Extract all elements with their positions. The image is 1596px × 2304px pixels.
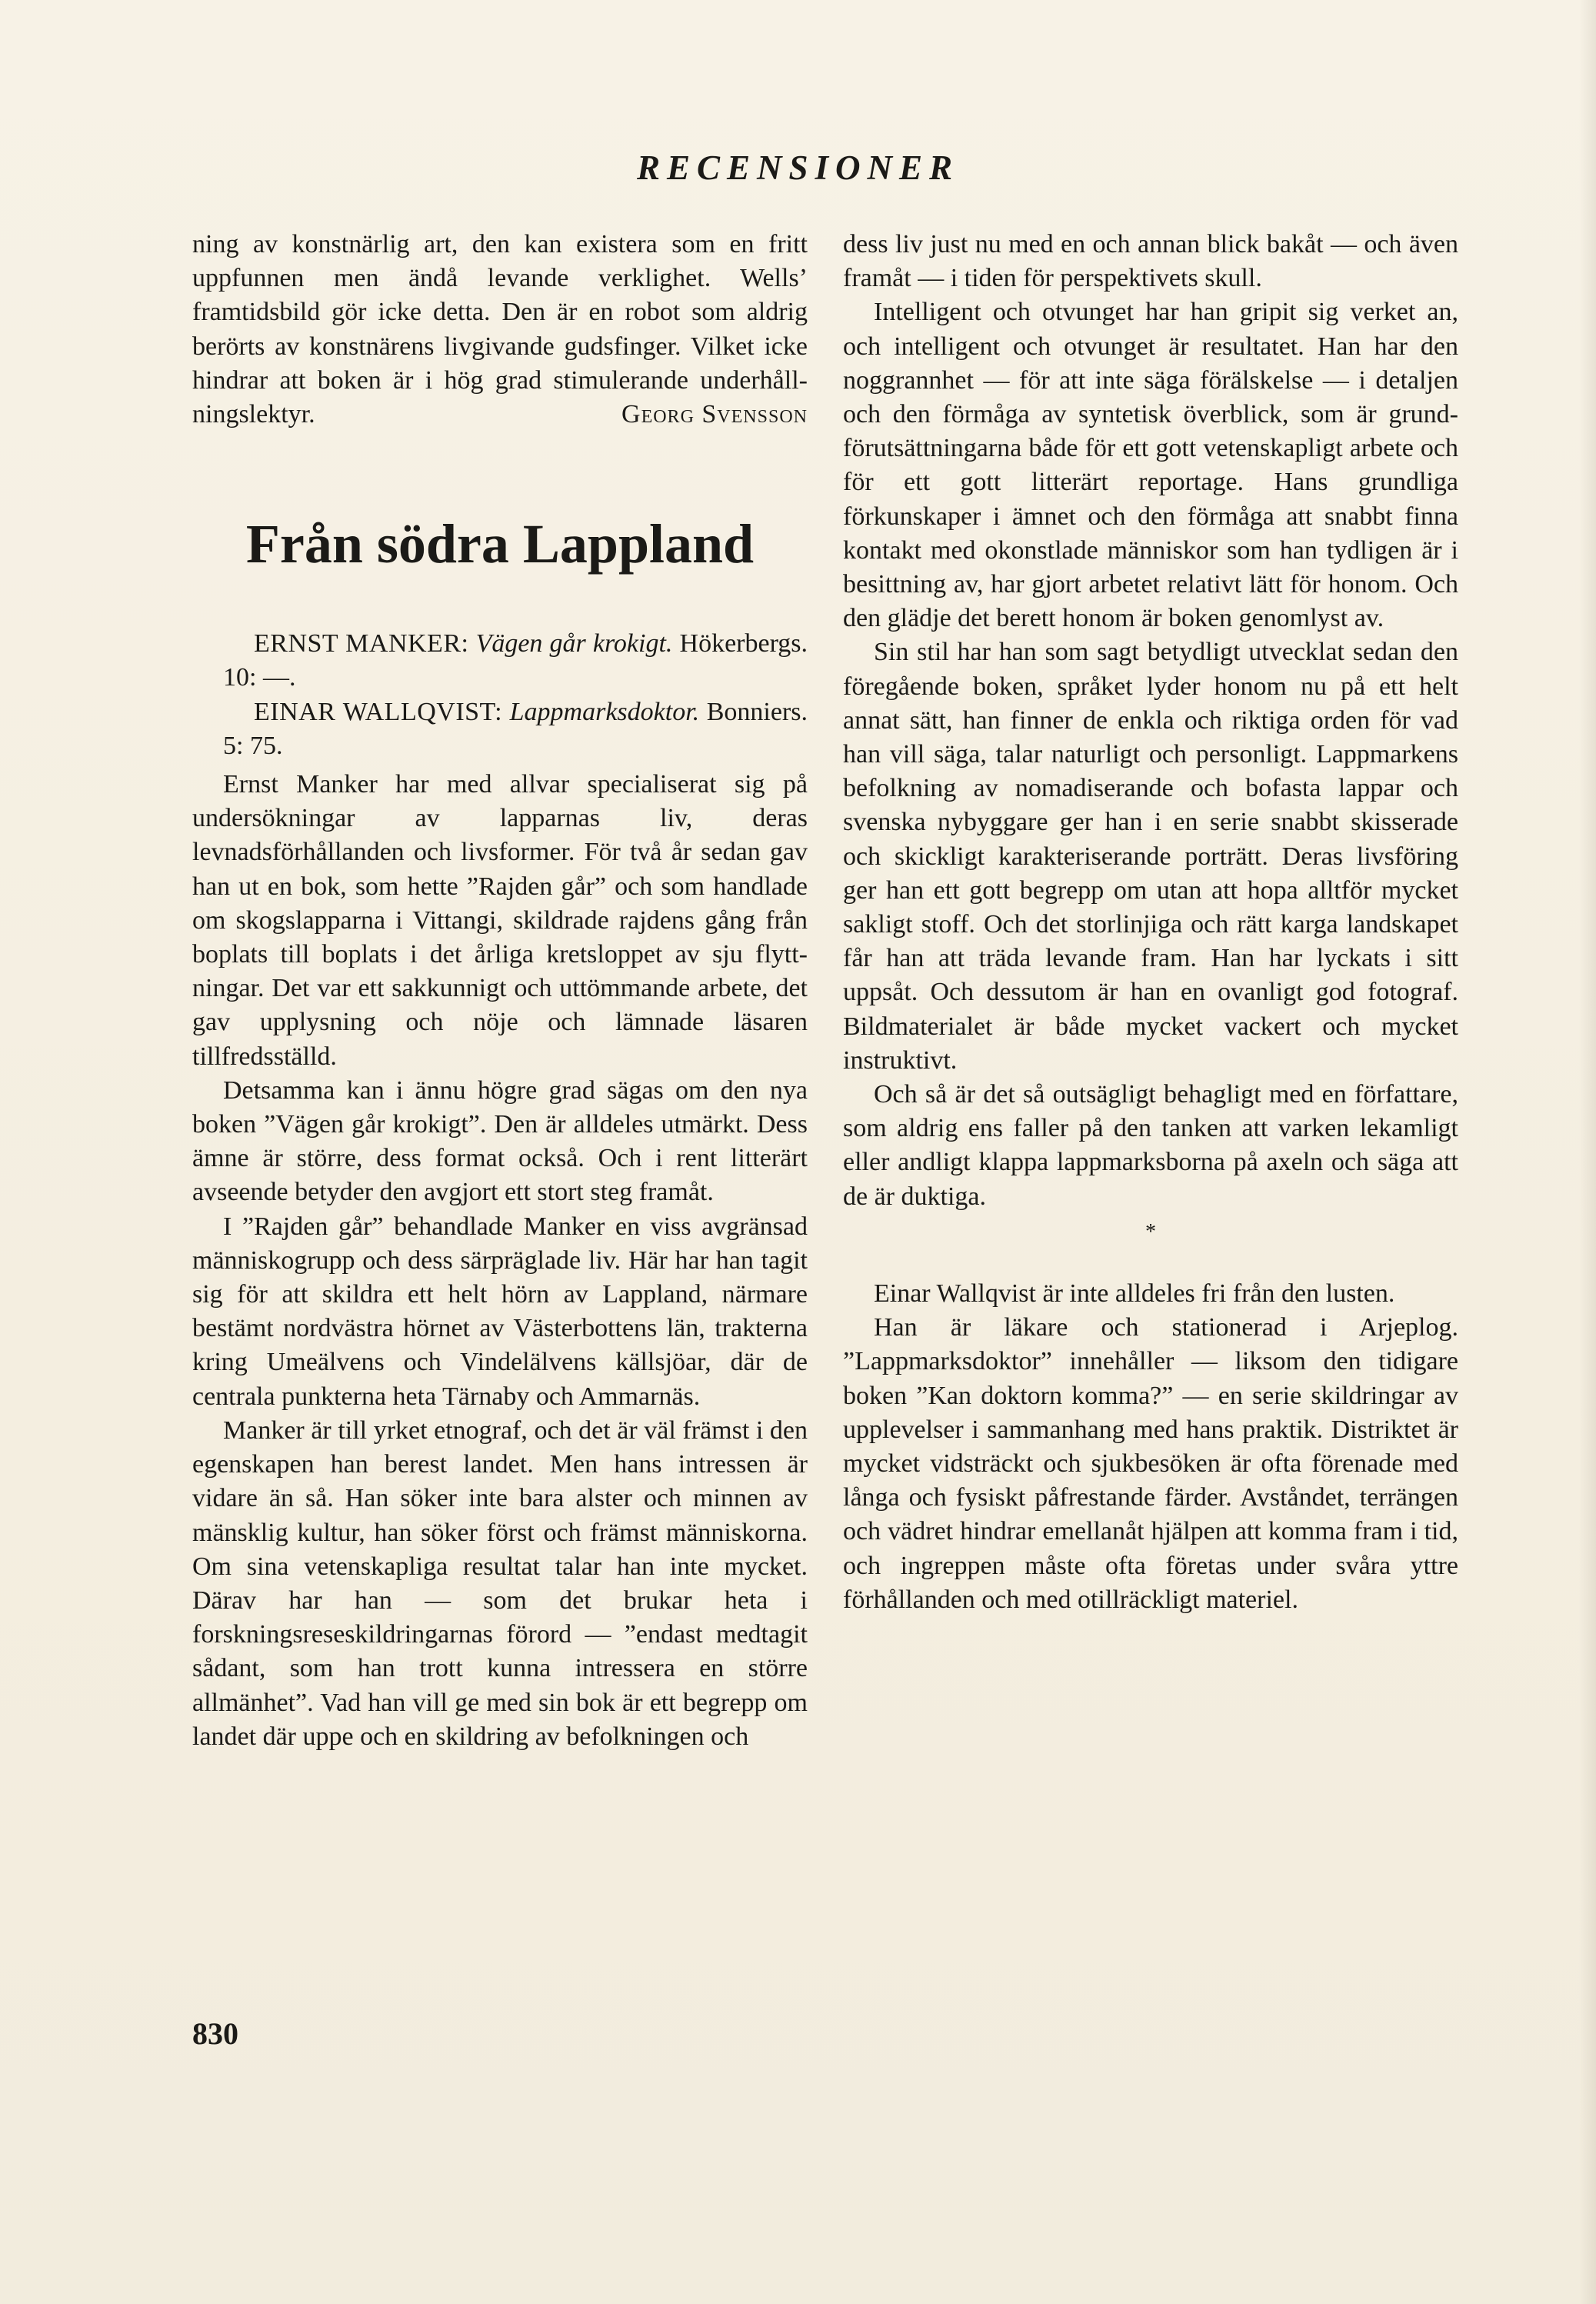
book-author: EINAR WALLQVIST: [254, 697, 503, 726]
book-publisher-price: Hökerbergs. 10: —. [223, 629, 808, 692]
paragraph: Och så är det så outsägligt behagligt med en författare, som aldrig ens faller på den tanken att varken lekamligt eller andligt klappa lappmarksborna på axeln och säga att de är duktiga. [843, 1080, 1458, 1211]
paragraph: Ernst Manker har med allvar specialiserat sig på undersökningar av lapparnas liv, deras levnadsförhållanden och livsformer. För två år sedan gav han ut en bok, som hette ”Rajden går” och som handlade om skogslapparna i Vittangi, skildrade rajdens gång från boplats till boplats i det årliga kretsloppet av sju flyttningar. Det var ett sakkunnigt och uttömmande arbete, det gav upplysning och nöje och lämnade läsaren tillfredsställd. [192, 770, 808, 1071]
paragraph: I ”Rajden går” behandlade Manker en viss avgränsad människogrupp och dess särpräglade liv. Här har han tagit sig för att skildra ett helt hörn av Lappland, närmare bestämt nordvästra hörnet av Västerbottens län, trakterna kring Umeälvens och Vindelälvens källsjöar, där de centrala punkterna heta Tärnaby och Ammarnäs. [192, 1212, 808, 1411]
running-head: RECENSIONER [636, 148, 960, 187]
previous-review-text: ning av konstnärlig art, den kan existera som en fritt uppfunnen men ändå levande verklighet. Wells’ framtidsbild gör icke detta. Den är en robot som aldrig berörts av konstnärens livgivande gudsfinger. Vilket icke hindrar att boken är i hög grad stimulerande underhållningslektyr. [192, 230, 808, 429]
paragraph: Detsamma kan i ännu högre grad sägas om den nya boken ”Vägen går krokigt”. Den är alldeles utmärkt. Dess ämne är större, dess format också. Och i rent litterärt avseende betyder den avgjort ett stort steg framåt. [192, 1075, 808, 1207]
book-title: Vägen går krokigt. [475, 629, 673, 659]
book-publisher-price: Bonniers. 5: 75. [223, 697, 808, 760]
paragraph: Han är läkare och stationerad i Arjeplog. ”Lappmarksdoktor” innehåller — liksom den tidigare boken ”Kan doktorn komma?” — en serie skildringar av upplevelser i sammanhang med hans praktik. Distriktet är mycket vidsträckt och sjukbesöken är ofta förenade med långa och fysiskt påfrestande färder. Avståndet, terrängen och vädret hindrar emellanåt hjälpen att komma fram i tid, och ingreppen måste ofta företas under svåra yttre förhållanden och med otillräckligt materiel. [843, 1313, 1458, 1614]
book-entry-manker [192, 627, 808, 695]
paragraph: Sin stil har han som sagt betydligt utvecklat sedan den föregående boken, språket lyder honom nu på ett helt annat sätt, han finner de enkla och riktiga orden för vad han vill säga, talar naturligt och personligt. Lappmarkens befolkning av nomadiserande och bofasta lappar och svenska nybyggare ger han i en serie snabbt skisserade och skickligt karakteriserande porträtt. Deras livsföring ger han ett gott begrepp om utan att hopa alltför mycket sakligt stoff. Och det storlinjiga och rätt karga landskapet får han att träda levande fram. Han har lyckats i sitt uppsåt. Och dessutom är han en ovanligt god fotograf. Bildmaterialet är både mycket vackert och mycket instruktivt. [843, 638, 1458, 1075]
page-edge-shadow [1579, 0, 1596, 2304]
right-column [843, 228, 1458, 1617]
paragraph: Einar Wallqvist är inte alldeles fri från den lusten. [874, 1279, 1395, 1308]
previous-review-ending [192, 228, 808, 432]
paragraph: Manker är till yrket etnograf, och det är väl främst i den egenskapen han berest landet. Men hans intressen är vidare än så. Han söker inte bara alster och minnen av mänsklig kultur, han söker först och främst människorna. Om sina vetenskapliga resultat talar han inte mycket. Därav har han — som det brukar heta i forskningsreseskildringarnas förord — ”endast medtagit sådant, som han trott kunna intressera en större allmänhet”. Vad han vill ge med sin bok är ett begrepp om landet där uppe och en skildring av befolkningen och [192, 1415, 808, 1751]
section-break-asterisk: * [1145, 1219, 1156, 1244]
book-title: Lappmarksdoktor. [509, 697, 700, 726]
book-entry-wallqvist [192, 695, 808, 763]
book-author: ERNST MANKER: [254, 629, 469, 659]
left-column [192, 228, 808, 1754]
review-signature: Georg Svensson [621, 400, 808, 429]
paragraph-continuation: dess liv just nu med en och annan blick bakåt — och även framåt — i tiden för perspektivets skull. [843, 230, 1458, 293]
review-title: Från södra Lappland [245, 513, 755, 575]
paragraph: Intelligent och otvunget har han gripit sig verket an, och intelligent och otvunget är resultatet. Han har den noggrannhet — för att inte säga förälskelse — i detaljen och den förmåga av syntetisk överblick, som är grundförutsättningarna både för ett gott vetenskapligt arbete och för ett gott litterärt reportage. Hans grundliga förkunskaper i ämnet och den förmåga att snabbt finna kontakt med okonstlade människor som han tydligen är i besittning av, har gjort arbetet relativt lätt för honom. Och den glädje det berett honom är boken genomlyst av. [843, 298, 1458, 633]
page-number: 830 [192, 2016, 238, 2051]
